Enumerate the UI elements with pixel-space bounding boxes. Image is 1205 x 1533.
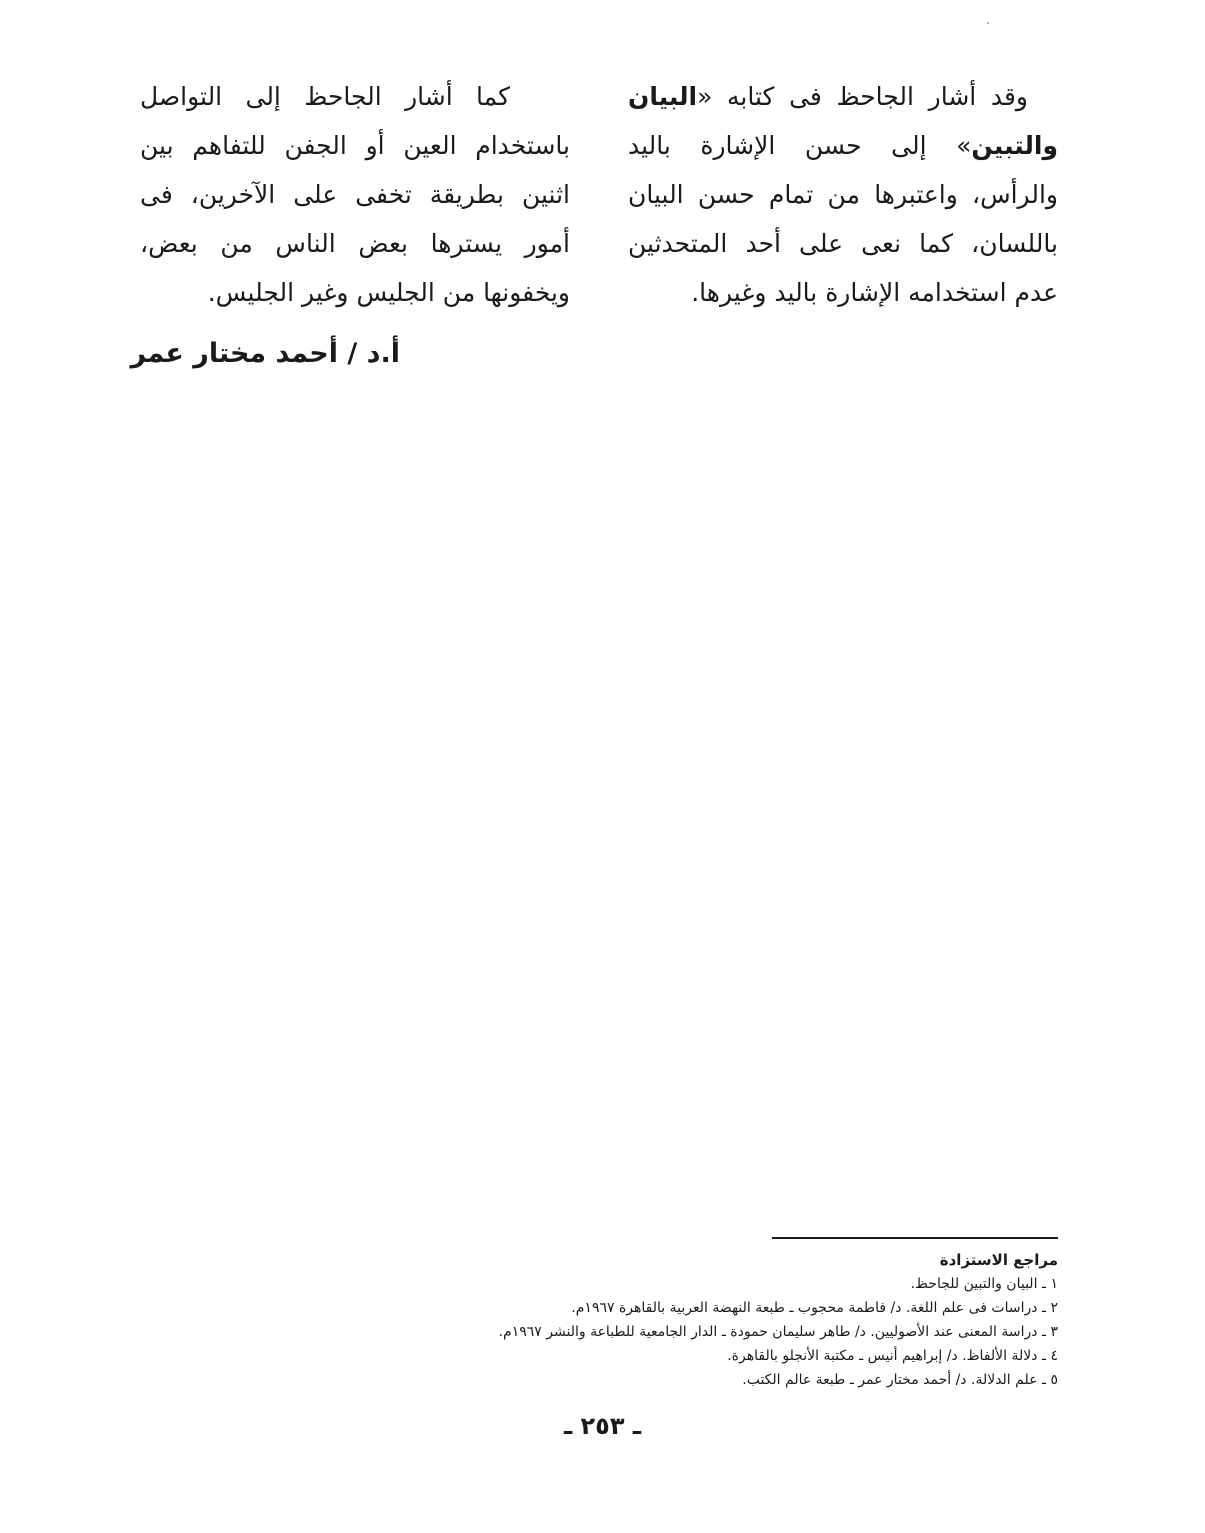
page-number: ـ ٢٥٣ ـ [563,1412,642,1440]
right-text-column [628,72,1058,317]
reference-item: ٥ ـ علم الدلالة. د/ أحمد مختار عمر ـ طبعة عالم الكتب. [742,1372,1058,1388]
paragraph-text-before-title: وقد أشار الجاحظ فى كتابه « [697,82,1028,111]
footnote-divider [772,1237,1058,1239]
reference-item: ٣ ـ دراسة المعنى عند الأصوليين. د/ طاهر سليمان حمودة ـ الدار الجامعية للطباعة والنشر ١٩٦٧م. [498,1324,1058,1340]
book-title: البيان والتبين [628,82,1058,160]
reference-item: ٤ ـ دلالة الألفاظ. د/ إبراهيم أنيس ـ مكتبة الأنجلو بالقاهرة. [727,1348,1058,1364]
reference-item: ٢ ـ دراسات فى علم اللغة. د/ فاطمة محجوب ـ طبعة النهضة العربية بالقاهرة ١٩٦٧م. [571,1300,1058,1316]
scan-speck [987,22,989,24]
references-list [420,1272,1058,1392]
references-heading: مراجع الاستزادة [939,1251,1058,1269]
author-signature: أ.د / أحمد مختار عمر [130,338,400,369]
references-section [420,1248,1058,1392]
paragraph-text-after-title: » إلى حسن الإشارة باليد والرأس، واعتبرها من تمام حسن البيان باللسان، كما نعى على أحد المتحدثين عدم استخدامه الإشارة باليد وغيرها. [628,131,1058,307]
left-column-paragraph: كما أشار الجاحظ إلى التواصل باستخدام العين أو الجفن للتفاهم بين اثنين بطريقة تخفى على الآخرين، فى أمور يسترها بعض الناس من بعض، ويخفونها من الجليس وغير الجليس. [140,82,570,307]
reference-item: ١ ـ البيان والتبين للجاحظ. [910,1276,1058,1292]
right-column-paragraph [628,72,1058,317]
left-text-column [140,72,570,317]
